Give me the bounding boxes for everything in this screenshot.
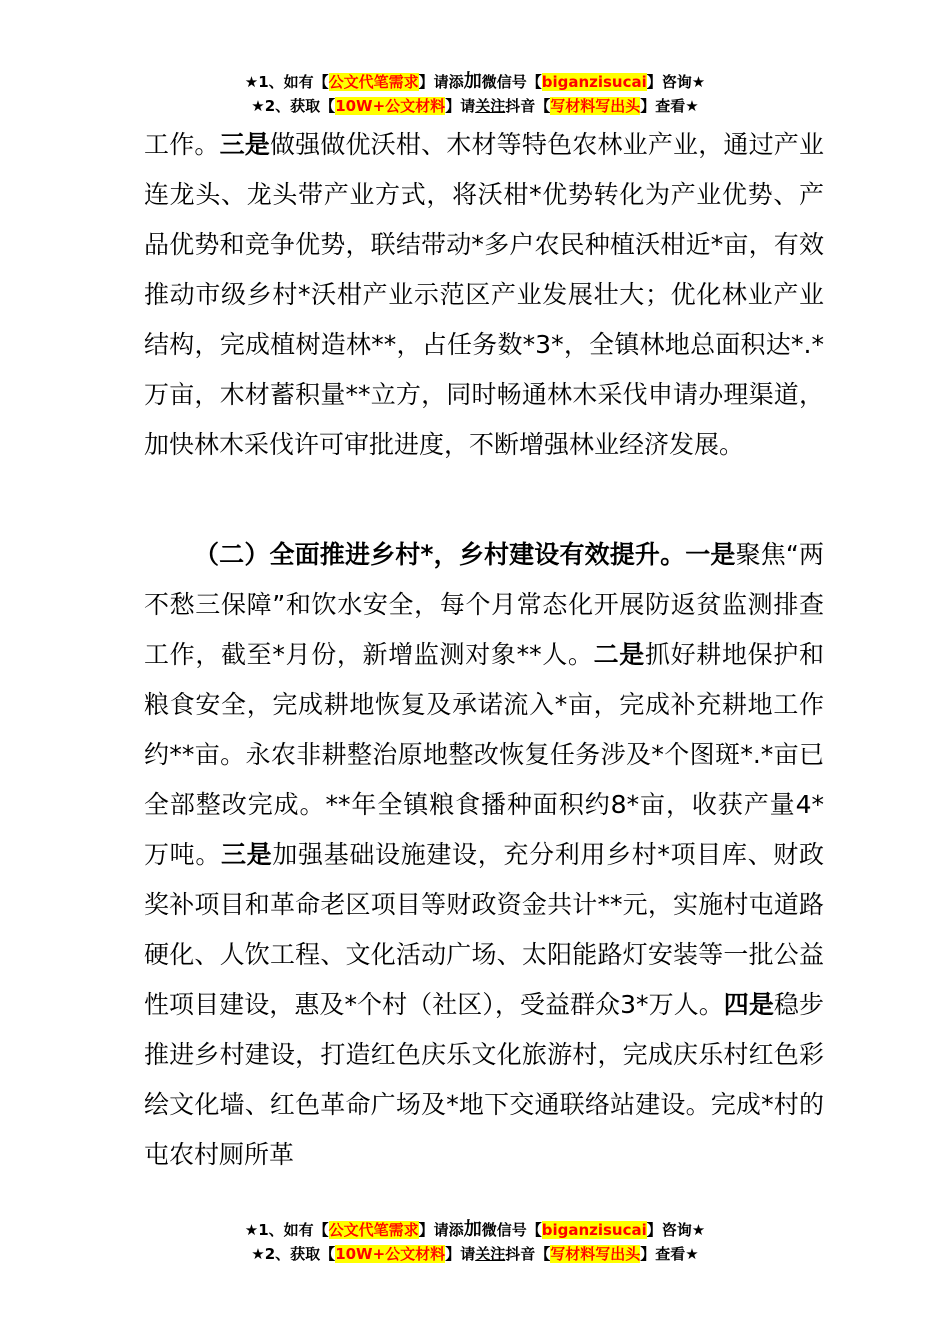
paragraph-text: 加强基础设施建设，充分利用乡村*项目库、财政奖补项目和革命老区项目等财政资金共计**元，实施村屯道路硬化、人饮工程、文化活动广场、太阳能路灯安装等一批公益性项目建设，惠及*个村（社区），受益群众3*万人。 [144,840,824,1019]
promo-text: 微信号【 [481,73,542,91]
promo-highlight: biganzisucai [541,73,647,91]
promo-line-2 [0,1242,950,1266]
promo-text: 微信号【 [481,1221,542,1239]
promo-emphasis: 加 [463,71,482,92]
promo-highlight: 写材料写出头 [550,1245,641,1263]
paragraph-text: 工作。 [144,130,220,159]
promo-text: 】请 [445,1245,476,1263]
promo-emphasis: 关注 [475,1245,506,1263]
promo-text: 】请 [445,97,476,115]
paragraph-text: 抓好耕地保护和粮食安全，完成耕地恢复及承诺流入*亩，完成补充耕地工作约**亩。永农非耕整治原地整改恢复任务涉及*个图斑*.*亩已全部整改完成。**年全镇粮食播种面积约8*亩，收获产量4*万吨。 [144,640,824,869]
promo-emphasis: 加 [463,1219,482,1240]
promo-highlight: biganzisucai [541,1221,647,1239]
promo-line-2 [0,94,950,118]
section-heading: （二）全面推进乡村*，乡村建设有效提升。 [194,540,686,569]
promo-text: 】咨询★ [646,73,706,91]
promo-text: ★2、获取【 [251,1245,336,1263]
promo-text: 】请添 [418,1221,464,1239]
promo-highlight: 10W+公文材料 [335,97,446,115]
promo-text: 】查看★ [640,97,699,115]
promo-highlight: 10W+公文材料 [335,1245,446,1263]
promo-text: 抖音【 [505,97,551,115]
promo-emphasis: 关注 [475,97,506,115]
promo-text: ★2、获取【 [251,97,336,115]
bold-marker: 二是 [593,640,645,669]
promo-line-1 [0,70,950,94]
bold-marker: 三是 [219,130,270,159]
promo-banner-bottom [0,1218,950,1266]
bold-marker: 四是 [723,990,774,1019]
promo-text: 】咨询★ [646,1221,706,1239]
bold-marker: 三是 [221,840,273,869]
promo-text: ★1、如有【 [244,73,329,91]
promo-highlight: 公文代笔需求 [328,1221,419,1239]
promo-text: 抖音【 [505,1245,551,1263]
body-paragraph-1 [144,120,824,470]
body-paragraph-2 [144,530,824,1180]
paragraph-text: 稳步推进乡村建设，打造红色庆乐文化旅游村，完成庆乐村红色彩绘文化墙、红色革命广场及*地下交通联络站建设。完成*村的屯农村厕所革 [144,990,824,1169]
bold-marker: 一是 [685,540,736,569]
promo-line-1 [0,1218,950,1242]
paragraph-text: 做强做优沃柑、木材等特色农林业产业，通过产业连龙头、龙头带产业方式，将沃柑*优势转化为产业优势、产品优势和竞争优势，联结带动*多户农民种植沃柑近*亩，有效推动市级乡村*沃柑产业示范区产业发展壮大；优化林业产业结构，完成植树造林**，占任务数*3*，全镇林地总面积达*.*万亩，木材蓄积量**立方，同时畅通林木采伐申请办理渠道，加快林木采伐许可审批进度，不断增强林业经济发展。 [144,130,824,459]
promo-highlight: 写材料写出头 [550,97,641,115]
promo-banner-top [0,70,950,118]
promo-text: 】查看★ [640,1245,699,1263]
paragraph-text: 聚焦“两不愁三保障”和饮水安全，每个月常态化开展防返贫监测排查工作，截至*月份，新增监测对象**人。 [144,540,825,669]
promo-text: ★1、如有【 [244,1221,329,1239]
promo-highlight: 公文代笔需求 [328,73,419,91]
promo-text: 】请添 [418,73,464,91]
